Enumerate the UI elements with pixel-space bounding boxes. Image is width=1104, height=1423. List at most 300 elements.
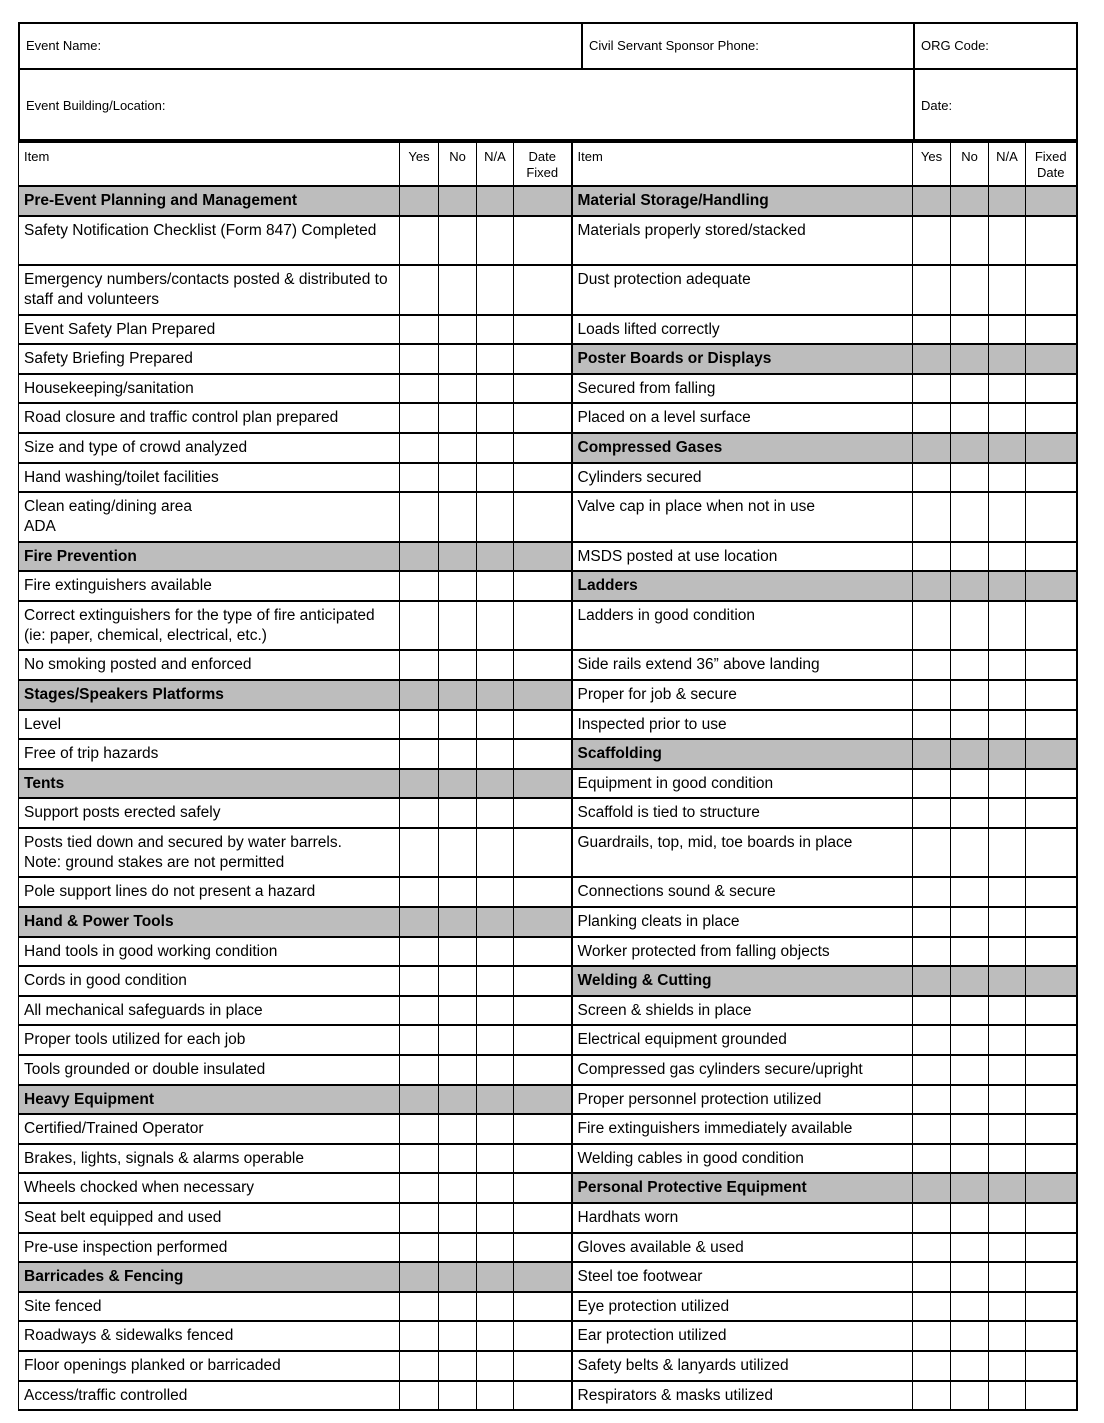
left-date-checkbox-cell[interactable] (514, 1351, 572, 1381)
section-heading-text: Barricades & Fencing (24, 1268, 184, 1286)
left-date-checkbox-cell[interactable] (514, 216, 572, 266)
checklist-item (19, 1292, 400, 1322)
checklist-item (19, 216, 400, 266)
right-no-checkbox-cell[interactable] (951, 1203, 989, 1233)
right-date-checkbox-cell[interactable] (1026, 828, 1077, 878)
right-date-checkbox-cell[interactable] (1026, 403, 1077, 433)
right-yes-checkbox-cell[interactable] (913, 907, 951, 937)
right-no-checkbox-cell[interactable] (951, 1233, 989, 1263)
left-yes-checkbox-cell[interactable] (400, 798, 439, 828)
left-na-checkbox-cell[interactable] (477, 1173, 514, 1203)
left-date-checkbox-cell[interactable] (514, 828, 572, 878)
right-na-header: N/A (989, 142, 1026, 186)
left-yes-checkbox-cell[interactable] (400, 403, 439, 433)
left-date-checkbox-cell[interactable] (514, 1144, 572, 1174)
right-na-checkbox-cell[interactable] (989, 1055, 1026, 1085)
right-date-checkbox-cell[interactable] (1026, 1321, 1077, 1351)
left-na-checkbox-cell[interactable] (477, 1321, 514, 1351)
left-date-checkbox-cell[interactable] (514, 710, 572, 740)
left-na-checkbox-cell[interactable] (477, 403, 514, 433)
right-no-checkbox-cell[interactable] (951, 1085, 989, 1115)
right-na-checkbox-cell[interactable] (989, 315, 1026, 345)
left-no-checkbox-cell[interactable] (439, 798, 477, 828)
left-na-checkbox-cell[interactable] (477, 216, 514, 266)
right-no-checkbox-cell[interactable] (951, 601, 989, 651)
left-date-checkbox-cell[interactable] (514, 650, 572, 680)
left-no-checkbox-cell[interactable] (439, 1114, 477, 1144)
checklist-item (572, 1055, 913, 1085)
right-na-checkbox-cell[interactable] (989, 1085, 1026, 1115)
checklist-item (19, 1233, 400, 1263)
left-date-checkbox-cell[interactable] (514, 265, 572, 315)
left-na-checkbox-cell[interactable] (477, 374, 514, 404)
event-location-field[interactable] (19, 69, 914, 140)
left-na-checkbox-cell[interactable] (477, 1114, 514, 1144)
right-date-checkbox-cell[interactable] (1026, 1381, 1077, 1411)
left-yes-checkbox-cell[interactable] (400, 1025, 439, 1055)
right-no-checkbox-cell[interactable] (951, 1055, 989, 1085)
left-no-checkbox-cell[interactable] (439, 492, 477, 542)
left-date-checkbox-cell[interactable] (514, 344, 572, 374)
checklist-row (19, 798, 1077, 828)
left-no-checkbox-cell[interactable] (439, 828, 477, 878)
event-header-table (18, 22, 1078, 141)
left-no-checkbox-cell[interactable] (439, 344, 477, 374)
left-no-checkbox-cell[interactable] (439, 315, 477, 345)
left-na-checkbox-cell[interactable] (477, 265, 514, 315)
left-date-checkbox-cell[interactable] (514, 601, 572, 651)
left-na-checkbox-cell[interactable] (477, 710, 514, 740)
right-yes-checkbox-cell[interactable] (913, 1262, 951, 1292)
left-na-checkbox-cell[interactable] (477, 798, 514, 828)
right-yes-checkbox-cell[interactable] (913, 1203, 951, 1233)
left-yes-checkbox-cell[interactable] (400, 492, 439, 542)
left-no-checkbox-cell[interactable] (439, 1351, 477, 1381)
right-na-checkbox-cell[interactable] (989, 216, 1026, 266)
right-na-checkbox-cell[interactable] (989, 1381, 1026, 1411)
right-date-checkbox-cell[interactable] (1026, 1114, 1077, 1144)
section-heading (19, 907, 400, 937)
left-na-checkbox-cell[interactable] (477, 1381, 514, 1411)
section-heading (572, 966, 913, 996)
left-no-checkbox-cell[interactable] (439, 1321, 477, 1351)
right-yes-checkbox-cell[interactable] (913, 601, 951, 651)
right-date-checkbox-cell[interactable] (1026, 216, 1077, 266)
left-yes-checkbox-cell[interactable] (400, 1173, 439, 1203)
right-section-blank-cell (1026, 1173, 1077, 1203)
left-yes-checkbox-cell[interactable] (400, 216, 439, 266)
left-na-checkbox-cell[interactable] (477, 739, 514, 769)
right-yes-checkbox-cell[interactable] (913, 1055, 951, 1085)
right-no-checkbox-cell[interactable] (951, 996, 989, 1026)
left-yes-checkbox-cell[interactable] (400, 1381, 439, 1411)
right-yes-checkbox-cell[interactable] (913, 710, 951, 740)
left-section-blank-cell (439, 542, 477, 572)
right-date-checkbox-cell[interactable] (1026, 907, 1077, 937)
right-yes-checkbox-cell[interactable] (913, 798, 951, 828)
left-na-checkbox-cell[interactable] (477, 937, 514, 967)
event-name-field[interactable] (19, 23, 582, 69)
left-na-checkbox-cell[interactable] (477, 571, 514, 601)
right-section-blank-cell (951, 186, 989, 216)
checklist-item-text: Electrical equipment grounded (577, 1031, 787, 1049)
left-date-checkbox-cell[interactable] (514, 996, 572, 1026)
right-yes-checkbox-cell[interactable] (913, 828, 951, 878)
right-yes-checkbox-cell[interactable] (913, 463, 951, 493)
left-na-checkbox-cell[interactable] (477, 315, 514, 345)
left-date-checkbox-cell[interactable] (514, 937, 572, 967)
checklist-item-text: Tools grounded or double insulated (24, 1060, 266, 1078)
right-date-checkbox-cell[interactable] (1026, 710, 1077, 740)
right-date-checkbox-cell[interactable] (1026, 1203, 1077, 1233)
checklist-item (572, 1292, 913, 1322)
right-na-checkbox-cell[interactable] (989, 1351, 1026, 1381)
right-na-checkbox-cell[interactable] (989, 1292, 1026, 1322)
right-no-checkbox-cell[interactable] (951, 937, 989, 967)
checklist-row (19, 996, 1077, 1026)
left-yes-checkbox-cell[interactable] (400, 433, 439, 463)
left-yes-checkbox-cell[interactable] (400, 1233, 439, 1263)
left-yes-checkbox-cell[interactable] (400, 374, 439, 404)
checklist-item-text: Valve cap in place when not in use (577, 498, 816, 516)
right-date-checkbox-cell[interactable] (1026, 492, 1077, 542)
checklist-row (19, 315, 1077, 345)
right-yes-checkbox-cell[interactable] (913, 1085, 951, 1115)
right-yes-checkbox-cell[interactable] (913, 1292, 951, 1322)
right-date-checkbox-cell[interactable] (1026, 601, 1077, 651)
left-no-checkbox-cell[interactable] (439, 433, 477, 463)
left-date-checkbox-cell[interactable] (514, 433, 572, 463)
right-date-checkbox-cell[interactable] (1026, 1351, 1077, 1381)
left-no-checkbox-cell[interactable] (439, 650, 477, 680)
right-date-checkbox-cell[interactable] (1026, 542, 1077, 572)
left-no-checkbox-cell[interactable] (439, 1025, 477, 1055)
right-no-checkbox-cell[interactable] (951, 374, 989, 404)
left-date-checkbox-cell[interactable] (514, 798, 572, 828)
right-na-checkbox-cell[interactable] (989, 828, 1026, 878)
checklist-item-text: Dust protection adequate (577, 271, 751, 289)
left-date-checkbox-cell[interactable] (514, 1173, 572, 1203)
right-item-header: Item (572, 142, 913, 186)
left-no-checkbox-cell[interactable] (439, 1381, 477, 1411)
left-na-checkbox-cell[interactable] (477, 344, 514, 374)
left-no-checkbox-cell[interactable] (439, 265, 477, 315)
right-date-checkbox-cell[interactable] (1026, 1262, 1077, 1292)
right-na-checkbox-cell[interactable] (989, 996, 1026, 1026)
right-date-checkbox-cell[interactable] (1026, 315, 1077, 345)
right-yes-checkbox-cell[interactable] (913, 216, 951, 266)
right-no-checkbox-cell[interactable] (951, 1321, 989, 1351)
section-heading (19, 769, 400, 799)
right-no-checkbox-cell[interactable] (951, 1114, 989, 1144)
left-na-checkbox-cell[interactable] (477, 1144, 514, 1174)
left-date-checkbox-cell[interactable] (514, 739, 572, 769)
left-no-checkbox-cell[interactable] (439, 1292, 477, 1322)
right-no-checkbox-cell[interactable] (951, 1351, 989, 1381)
right-yes-checkbox-cell[interactable] (913, 374, 951, 404)
left-yes-checkbox-cell[interactable] (400, 463, 439, 493)
left-section-blank-cell (477, 186, 514, 216)
right-no-checkbox-cell[interactable] (951, 463, 989, 493)
right-date-checkbox-cell[interactable] (1026, 877, 1077, 907)
right-date-checkbox-cell[interactable] (1026, 680, 1077, 710)
left-date-checkbox-cell[interactable] (514, 1025, 572, 1055)
left-no-checkbox-cell[interactable] (439, 739, 477, 769)
left-na-checkbox-cell[interactable] (477, 996, 514, 1026)
right-yes-checkbox-cell[interactable] (913, 315, 951, 345)
left-na-checkbox-cell[interactable] (477, 1351, 514, 1381)
right-date-checkbox-cell[interactable] (1026, 374, 1077, 404)
right-no-checkbox-cell[interactable] (951, 403, 989, 433)
left-no-checkbox-cell[interactable] (439, 937, 477, 967)
left-no-checkbox-cell[interactable] (439, 1203, 477, 1233)
right-no-checkbox-cell[interactable] (951, 798, 989, 828)
checklist-item (19, 571, 400, 601)
right-date-checkbox-cell[interactable] (1026, 996, 1077, 1026)
left-date-checkbox-cell[interactable] (514, 966, 572, 996)
right-yes-checkbox-cell[interactable] (913, 265, 951, 315)
right-no-checkbox-cell[interactable] (951, 828, 989, 878)
left-date-checkbox-cell[interactable] (514, 1233, 572, 1263)
right-yes-checkbox-cell[interactable] (913, 1351, 951, 1381)
left-no-checkbox-cell[interactable] (439, 710, 477, 740)
left-na-checkbox-cell[interactable] (477, 601, 514, 651)
right-date-checkbox-cell[interactable] (1026, 1085, 1077, 1115)
left-no-checkbox-cell[interactable] (439, 996, 477, 1026)
left-yes-checkbox-cell[interactable] (400, 1292, 439, 1322)
left-no-checkbox-cell[interactable] (439, 601, 477, 651)
right-na-checkbox-cell[interactable] (989, 1321, 1026, 1351)
left-yes-checkbox-cell[interactable] (400, 1055, 439, 1085)
left-date-checkbox-cell[interactable] (514, 571, 572, 601)
right-section-blank-cell (1026, 433, 1077, 463)
right-na-checkbox-cell[interactable] (989, 680, 1026, 710)
right-na-checkbox-cell[interactable] (989, 1144, 1026, 1174)
right-yes-checkbox-cell[interactable] (913, 937, 951, 967)
left-section-blank-cell (400, 542, 439, 572)
right-no-checkbox-cell[interactable] (951, 1292, 989, 1322)
right-section-blank-cell (913, 571, 951, 601)
right-na-checkbox-cell[interactable] (989, 1203, 1026, 1233)
right-no-checkbox-cell[interactable] (951, 1381, 989, 1411)
left-date-checkbox-cell[interactable] (514, 1114, 572, 1144)
right-na-checkbox-cell[interactable] (989, 1262, 1026, 1292)
left-section-blank-cell (514, 680, 572, 710)
left-no-checkbox-cell[interactable] (439, 1173, 477, 1203)
left-section-blank-cell (400, 680, 439, 710)
left-yes-checkbox-cell[interactable] (400, 315, 439, 345)
left-date-checkbox-cell[interactable] (514, 1321, 572, 1351)
left-yes-checkbox-cell[interactable] (400, 966, 439, 996)
right-date-checkbox-cell[interactable] (1026, 769, 1077, 799)
checklist-item (19, 996, 400, 1026)
right-no-checkbox-cell[interactable] (951, 710, 989, 740)
right-yes-checkbox-cell[interactable] (913, 542, 951, 572)
checklist-item (19, 1114, 400, 1144)
left-no-checkbox-cell[interactable] (439, 966, 477, 996)
right-na-checkbox-cell[interactable] (989, 798, 1026, 828)
org-code-field[interactable] (914, 23, 1077, 69)
right-section-blank-cell (989, 966, 1026, 996)
right-no-checkbox-cell[interactable] (951, 216, 989, 266)
left-na-checkbox-cell[interactable] (477, 966, 514, 996)
right-na-checkbox-cell[interactable] (989, 769, 1026, 799)
right-yes-checkbox-cell[interactable] (913, 1025, 951, 1055)
checklist-item (19, 710, 400, 740)
checklist-item-text: Level (24, 715, 62, 733)
left-na-checkbox-cell[interactable] (477, 1203, 514, 1233)
right-yes-checkbox-cell[interactable] (913, 1233, 951, 1263)
right-no-checkbox-cell[interactable] (951, 769, 989, 799)
left-na-checkbox-cell[interactable] (477, 828, 514, 878)
right-date-checkbox-cell[interactable] (1026, 1055, 1077, 1085)
right-yes-checkbox-cell[interactable] (913, 877, 951, 907)
left-yes-checkbox-cell[interactable] (400, 877, 439, 907)
left-yes-checkbox-cell[interactable] (400, 650, 439, 680)
right-section-blank-cell (989, 344, 1026, 374)
right-yes-checkbox-cell[interactable] (913, 403, 951, 433)
left-date-checkbox-cell[interactable] (514, 315, 572, 345)
left-no-checkbox-cell[interactable] (439, 216, 477, 266)
checklist-item (19, 1351, 400, 1381)
left-na-checkbox-cell[interactable] (477, 433, 514, 463)
right-no-checkbox-cell[interactable] (951, 680, 989, 710)
right-na-checkbox-cell[interactable] (989, 265, 1026, 315)
right-na-checkbox-cell[interactable] (989, 463, 1026, 493)
left-date-checkbox-cell[interactable] (514, 877, 572, 907)
right-na-checkbox-cell[interactable] (989, 650, 1026, 680)
right-na-checkbox-cell[interactable] (989, 492, 1026, 542)
right-na-checkbox-cell[interactable] (989, 403, 1026, 433)
right-yes-checkbox-cell[interactable] (913, 1381, 951, 1411)
right-date-checkbox-cell[interactable] (1026, 650, 1077, 680)
left-na-checkbox-cell[interactable] (477, 1025, 514, 1055)
checklist-item-text: Event Safety Plan Prepared (24, 320, 216, 338)
left-yes-checkbox-cell[interactable] (400, 1144, 439, 1174)
left-na-checkbox-cell[interactable] (477, 650, 514, 680)
left-yes-checkbox-cell[interactable] (400, 828, 439, 878)
left-no-checkbox-cell[interactable] (439, 877, 477, 907)
right-section-blank-cell (1026, 186, 1077, 216)
left-date-checkbox-cell[interactable] (514, 463, 572, 493)
right-no-checkbox-cell[interactable] (951, 1144, 989, 1174)
right-date-checkbox-cell[interactable] (1026, 937, 1077, 967)
left-yes-checkbox-cell[interactable] (400, 996, 439, 1026)
left-date-checkbox-cell[interactable] (514, 1203, 572, 1233)
section-heading (19, 1085, 400, 1115)
right-na-checkbox-cell[interactable] (989, 937, 1026, 967)
left-date-checkbox-cell[interactable] (514, 403, 572, 433)
right-section-blank-cell (989, 571, 1026, 601)
left-date-checkbox-cell[interactable] (514, 1055, 572, 1085)
right-no-checkbox-cell[interactable] (951, 1262, 989, 1292)
left-yes-checkbox-cell[interactable] (400, 265, 439, 315)
left-date-checkbox-cell[interactable] (514, 1381, 572, 1411)
right-na-checkbox-cell[interactable] (989, 1025, 1026, 1055)
checklist-item-text: Brakes, lights, signals & alarms operable (24, 1149, 304, 1167)
right-no-checkbox-cell[interactable] (951, 315, 989, 345)
left-yes-checkbox-cell[interactable] (400, 1203, 439, 1233)
left-yes-checkbox-cell[interactable] (400, 344, 439, 374)
right-na-checkbox-cell[interactable] (989, 877, 1026, 907)
right-no-checkbox-cell[interactable] (951, 542, 989, 572)
right-no-checkbox-cell[interactable] (951, 265, 989, 315)
right-date-checkbox-cell[interactable] (1026, 1144, 1077, 1174)
right-date-checkbox-cell[interactable] (1026, 463, 1077, 493)
left-na-checkbox-cell[interactable] (477, 492, 514, 542)
right-no-checkbox-cell[interactable] (951, 877, 989, 907)
right-na-checkbox-cell[interactable] (989, 542, 1026, 572)
right-na-checkbox-cell[interactable] (989, 1114, 1026, 1144)
right-date-checkbox-cell[interactable] (1026, 265, 1077, 315)
left-na-checkbox-cell[interactable] (477, 877, 514, 907)
right-no-checkbox-cell[interactable] (951, 650, 989, 680)
sponsor-phone-field[interactable] (582, 23, 914, 69)
checklist-item-text: Ear protection utilized (577, 1327, 727, 1345)
left-no-checkbox-cell[interactable] (439, 1055, 477, 1085)
right-na-checkbox-cell[interactable] (989, 1233, 1026, 1263)
left-na-checkbox-cell[interactable] (477, 1233, 514, 1263)
right-yes-checkbox-cell[interactable] (913, 1144, 951, 1174)
right-na-checkbox-cell[interactable] (989, 907, 1026, 937)
left-yes-checkbox-cell[interactable] (400, 1351, 439, 1381)
left-no-checkbox-cell[interactable] (439, 1144, 477, 1174)
left-na-checkbox-cell[interactable] (477, 1055, 514, 1085)
right-yes-checkbox-cell[interactable] (913, 996, 951, 1026)
right-section-blank-cell (951, 966, 989, 996)
right-yes-checkbox-cell[interactable] (913, 650, 951, 680)
checklist-row (19, 1351, 1077, 1381)
left-yes-checkbox-cell[interactable] (400, 1114, 439, 1144)
left-no-checkbox-cell[interactable] (439, 571, 477, 601)
left-no-checkbox-cell[interactable] (439, 463, 477, 493)
right-no-checkbox-cell[interactable] (951, 1025, 989, 1055)
left-yes-checkbox-cell[interactable] (400, 710, 439, 740)
left-date-checkbox-cell[interactable] (514, 1292, 572, 1322)
left-date-checkbox-cell[interactable] (514, 374, 572, 404)
right-yes-checkbox-cell[interactable] (913, 680, 951, 710)
left-yes-checkbox-cell[interactable] (400, 937, 439, 967)
checklist-item-text: Clean eating/dining area ADA (24, 498, 193, 536)
right-no-checkbox-cell[interactable] (951, 907, 989, 937)
checklist-row (19, 374, 1077, 404)
right-date-checkbox-cell[interactable] (1026, 798, 1077, 828)
right-date-checkbox-cell[interactable] (1026, 1025, 1077, 1055)
left-yes-checkbox-cell[interactable] (400, 571, 439, 601)
left-yes-checkbox-cell[interactable] (400, 1321, 439, 1351)
right-date-checkbox-cell[interactable] (1026, 1233, 1077, 1263)
left-yes-checkbox-cell[interactable] (400, 739, 439, 769)
right-yes-checkbox-cell[interactable] (913, 1114, 951, 1144)
date-field[interactable] (914, 69, 1077, 140)
right-yes-checkbox-cell[interactable] (913, 492, 951, 542)
right-na-checkbox-cell[interactable] (989, 374, 1026, 404)
right-yes-checkbox-cell[interactable] (913, 769, 951, 799)
right-date-checkbox-cell[interactable] (1026, 1292, 1077, 1322)
checklist-item (572, 403, 913, 433)
left-na-checkbox-cell[interactable] (477, 463, 514, 493)
left-no-checkbox-cell[interactable] (439, 1233, 477, 1263)
left-no-checkbox-cell[interactable] (439, 403, 477, 433)
right-na-checkbox-cell[interactable] (989, 601, 1026, 651)
right-yes-checkbox-cell[interactable] (913, 1321, 951, 1351)
left-date-checkbox-cell[interactable] (514, 492, 572, 542)
left-yes-checkbox-cell[interactable] (400, 601, 439, 651)
left-no-checkbox-cell[interactable] (439, 374, 477, 404)
right-na-checkbox-cell[interactable] (989, 710, 1026, 740)
right-no-checkbox-cell[interactable] (951, 492, 989, 542)
left-na-checkbox-cell[interactable] (477, 1292, 514, 1322)
